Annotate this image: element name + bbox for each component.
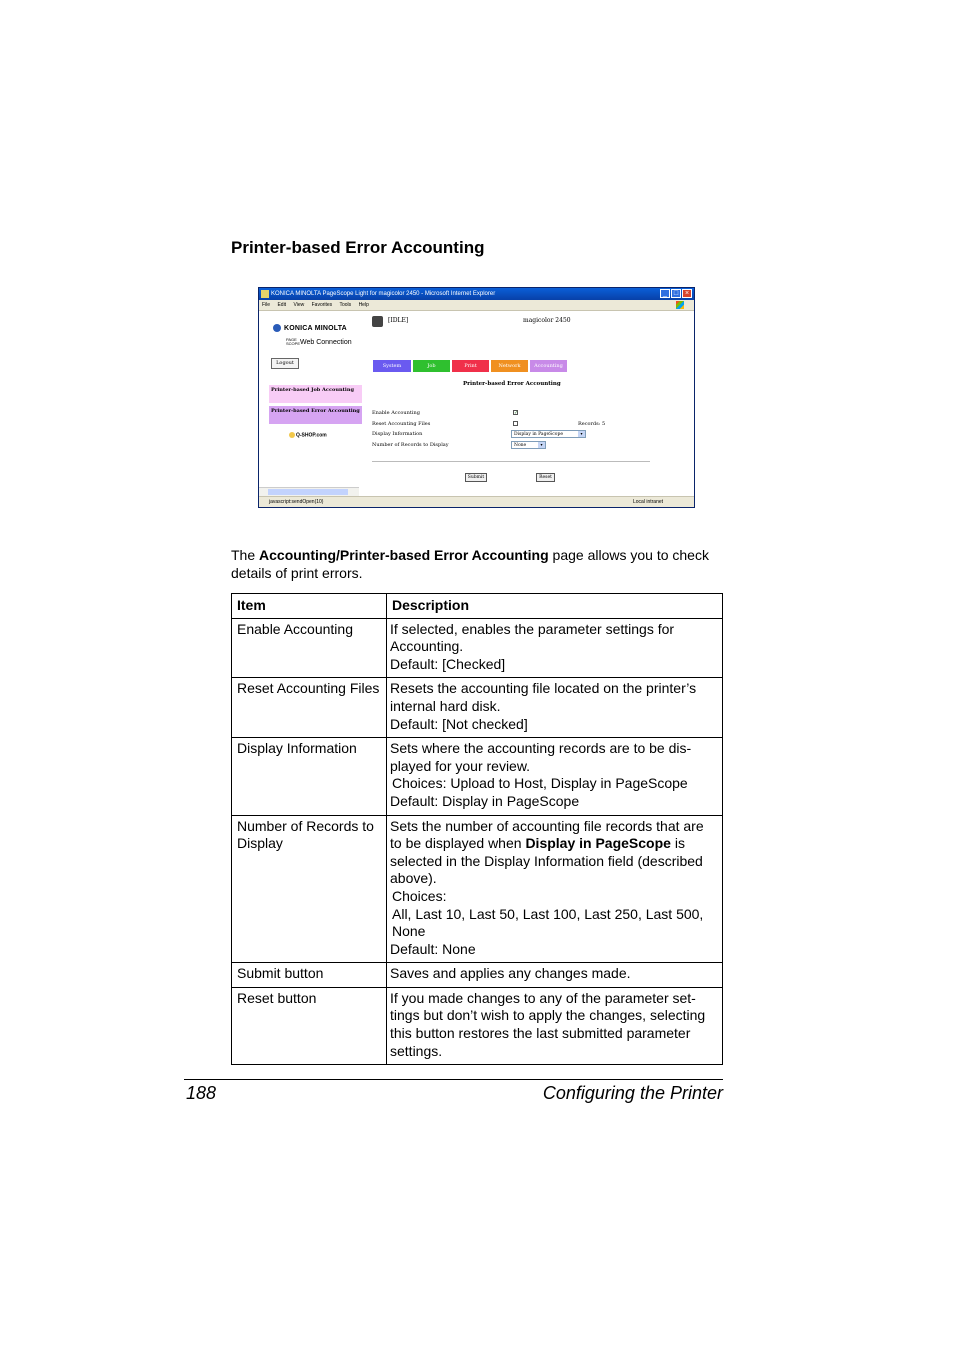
window-title: KONICA MINOLTA PageScope Light for magicolor 2450 - Microsoft Internet Explorer bbox=[271, 291, 496, 297]
item-cell: Number of Records to Display bbox=[232, 815, 387, 963]
web-connection-logo: PAGE SCOPEWeb Connection bbox=[286, 337, 352, 346]
scrollbar-thumb[interactable] bbox=[268, 489, 348, 495]
tab-print[interactable]: Print bbox=[452, 360, 489, 372]
minimize-button[interactable]: _ bbox=[660, 289, 670, 298]
maximize-button[interactable]: □ bbox=[671, 289, 681, 298]
enable-accounting-checkbox[interactable]: ✓ bbox=[514, 410, 519, 416]
chapter-title: Configuring the Printer bbox=[542, 1083, 723, 1103]
zone-text: Local intranet bbox=[633, 499, 664, 505]
num-records-label: Number of Records to Display bbox=[372, 442, 449, 448]
num-records-select[interactable]: None ▾ bbox=[511, 441, 546, 449]
tab-network[interactable]: Network bbox=[491, 360, 528, 372]
item-cell: Display Information bbox=[232, 738, 387, 815]
tab-job[interactable]: Job bbox=[413, 360, 450, 372]
description-cell: Saves and applies any changes made. bbox=[387, 963, 723, 988]
menu-favorites[interactable]: Favorites bbox=[311, 302, 333, 308]
status-bar bbox=[259, 496, 694, 508]
item-cell: Enable Accounting bbox=[232, 618, 387, 678]
submit-button[interactable]: Submit bbox=[465, 473, 487, 482]
konica-minolta-logo: KONICA MINOLTA bbox=[273, 324, 347, 332]
records-count: Records: 5 bbox=[578, 421, 606, 427]
reset-files-checkbox[interactable] bbox=[513, 421, 518, 426]
tab-bar bbox=[373, 360, 567, 372]
window-titlebar bbox=[259, 288, 694, 300]
menu-file[interactable]: File bbox=[262, 302, 271, 308]
sidebar-item-job-accounting[interactable]: Printer-based Job Accounting bbox=[269, 385, 362, 403]
item-cell: Reset button bbox=[232, 987, 387, 1064]
chevron-down-icon: ▾ bbox=[538, 442, 545, 448]
table-row bbox=[232, 678, 723, 738]
item-cell: Reset Accounting Files bbox=[232, 678, 387, 738]
reset-button[interactable]: Reset bbox=[536, 473, 555, 482]
tab-accounting[interactable]: Accounting bbox=[530, 360, 567, 372]
logout-button[interactable]: Logout bbox=[271, 358, 299, 369]
menu-tools[interactable]: Tools bbox=[339, 302, 352, 308]
ie-icon bbox=[261, 290, 269, 298]
display-info-select[interactable]: Display in PageScope ▾ bbox=[511, 430, 586, 438]
content-page-title: Printer-based Error Accounting bbox=[463, 381, 561, 387]
table-header-row bbox=[232, 594, 723, 619]
description-cell: If you made changes to any of the parameter set-tings but don’t wish to apply the changes, selecting this button restores the last submitted parameter settings. bbox=[387, 987, 723, 1064]
browser-screenshot bbox=[258, 287, 695, 508]
item-cell: Submit button bbox=[232, 963, 387, 988]
items-table bbox=[231, 593, 723, 1065]
table-row bbox=[232, 815, 723, 963]
enable-accounting-label: Enable Accounting bbox=[372, 410, 420, 416]
intro-paragraph: The Accounting/Printer-based Error Accounting page allows you to check details of print errors. bbox=[231, 547, 709, 581]
table-row bbox=[232, 738, 723, 815]
menu-help[interactable]: Help bbox=[358, 302, 369, 308]
tab-system[interactable]: System bbox=[373, 360, 411, 372]
section-title: Printer-based Error Accounting bbox=[231, 238, 485, 257]
horizontal-scrollbar[interactable] bbox=[259, 487, 359, 496]
sidebar-item-error-accounting[interactable]: Printer-based Error Accounting bbox=[269, 406, 362, 424]
printer-icon bbox=[372, 316, 383, 327]
display-info-label: Display Information bbox=[372, 431, 423, 437]
chevron-down-icon: ▾ bbox=[578, 431, 585, 437]
printer-model: magicolor 2450 bbox=[523, 317, 571, 324]
page-number: 188 bbox=[186, 1083, 217, 1103]
qshop-logo[interactable]: Q-SHOP.com bbox=[289, 432, 327, 438]
description-cell: Resets the accounting file located on the printer’s internal hard disk. Default: [Not checked] bbox=[387, 678, 723, 738]
menu-view[interactable]: View bbox=[293, 302, 305, 308]
web-content bbox=[259, 311, 694, 487]
menu-edit[interactable]: Edit bbox=[277, 302, 287, 308]
status-text: javascript:sendOpen(10) bbox=[269, 499, 324, 505]
description-cell: Sets the number of accounting file records that are to be displayed when Display in PageScope is selected in the Display Information field (described above). Choices: All, Last 10, Last 50, Last 100, Last 250, Last 500, None Default: None bbox=[387, 815, 723, 963]
description-cell: If selected, enables the parameter settings for Accounting. Default: [Checked] bbox=[387, 618, 723, 678]
header-description: Description bbox=[387, 594, 723, 619]
table-row bbox=[232, 987, 723, 1064]
table-row bbox=[232, 618, 723, 678]
table-row bbox=[232, 963, 723, 988]
menu-bar bbox=[259, 300, 694, 311]
footer-rule bbox=[184, 1079, 723, 1080]
windows-logo-icon bbox=[676, 301, 684, 309]
reset-files-label: Reset Accounting Files bbox=[372, 421, 431, 427]
header-item: Item bbox=[232, 594, 387, 619]
printer-status: [IDLE] bbox=[388, 317, 409, 324]
close-button[interactable]: × bbox=[682, 289, 692, 298]
description-cell: Sets where the accounting records are to be dis-played for your review. Choices: Upload to Host, Display in PageScope Default: Display in PageScope bbox=[387, 738, 723, 815]
divider bbox=[372, 461, 650, 462]
